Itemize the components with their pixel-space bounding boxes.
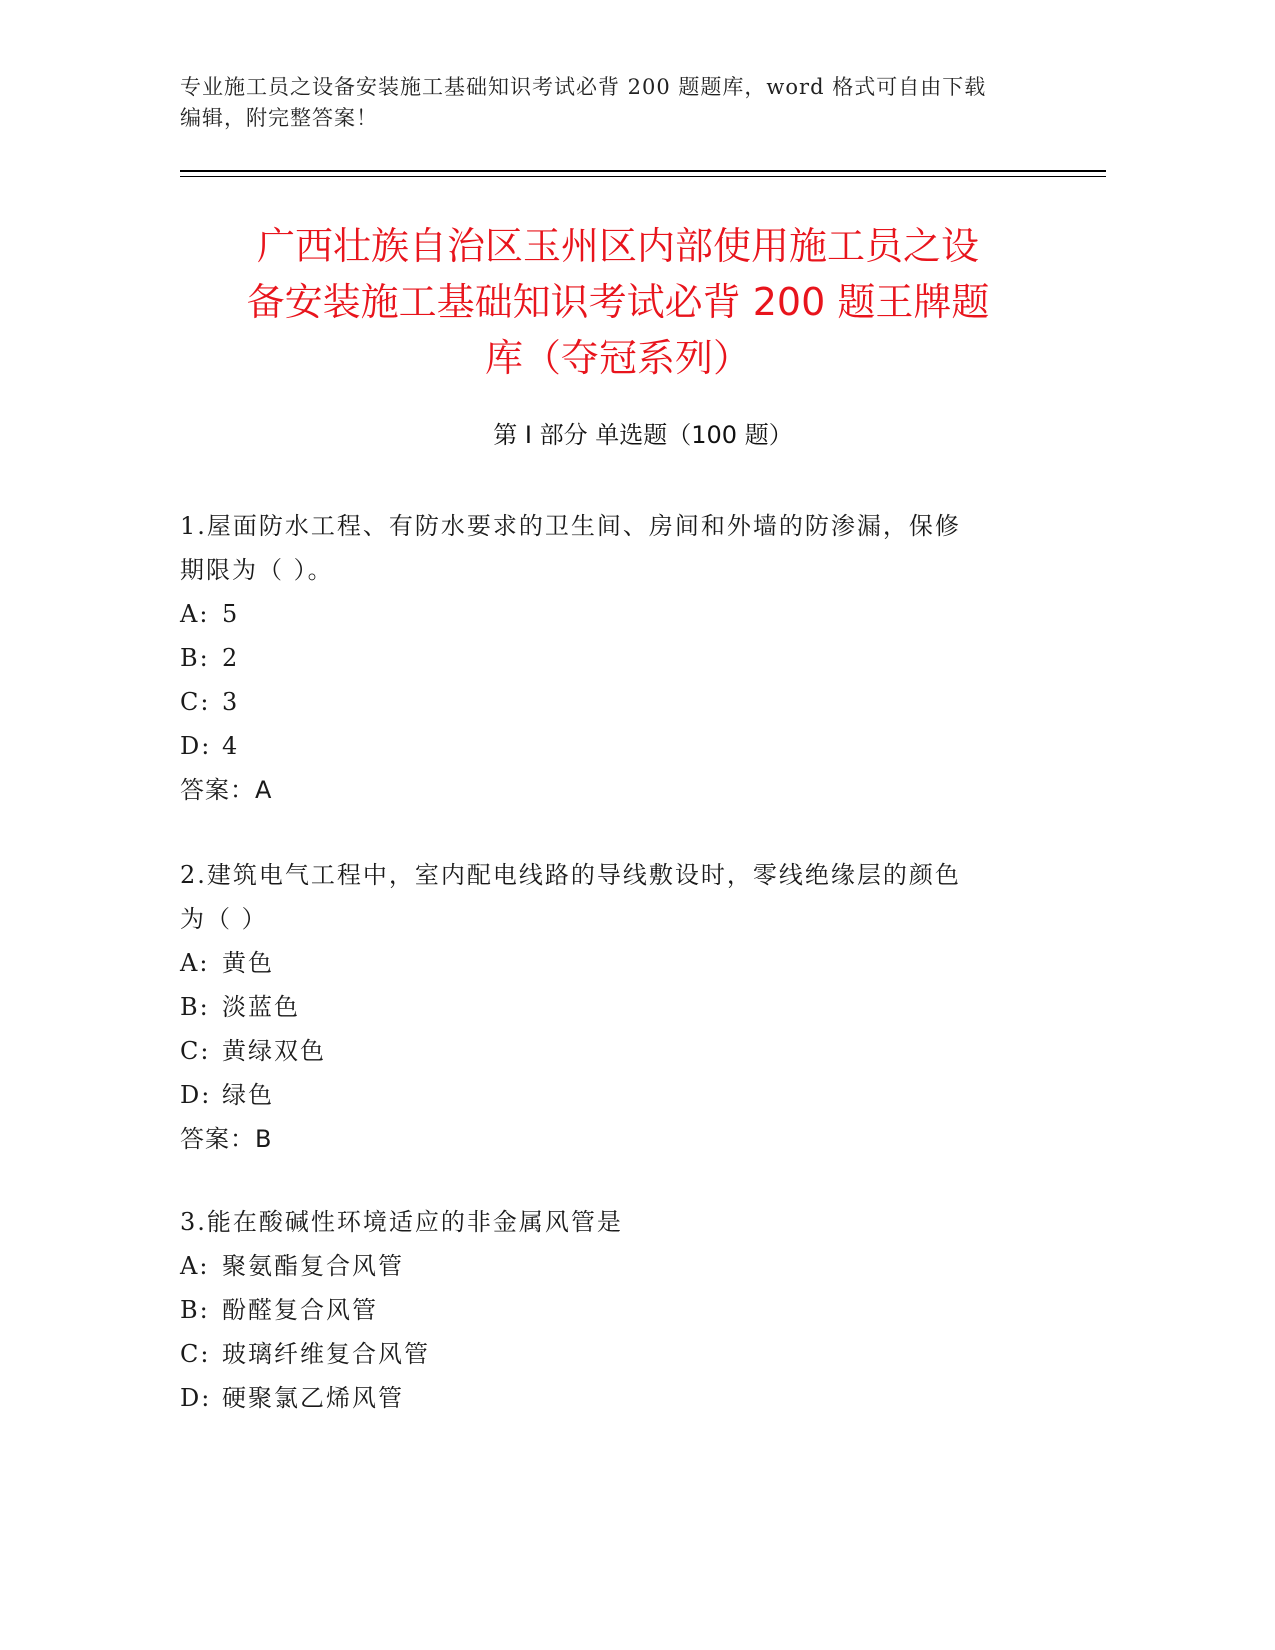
page-header — [180, 72, 1040, 134]
option-text: 酚醛复合风管 — [222, 1296, 378, 1324]
document-title — [150, 218, 1086, 386]
option-label: D: — [180, 732, 212, 760]
option-d — [180, 724, 1040, 768]
stem-line-1: 2.建筑电气工程中，室内配电线路的导线敷设时，零线绝缘层的颜色 — [180, 861, 961, 889]
option-text: 3 — [222, 688, 240, 716]
option-text: 玻璃纤维复合风管 — [222, 1340, 430, 1368]
stem-line-2: 为（ ） — [180, 905, 268, 933]
section-title: 第 I 部分 单选题（100 题） — [493, 421, 793, 449]
stem-line-1: 3.能在酸碱性环境适应的非金属风管是 — [180, 1208, 623, 1236]
option-label: B: — [180, 644, 210, 672]
option-text: 淡蓝色 — [222, 993, 300, 1021]
option-label: C: — [180, 1340, 211, 1368]
title-line-3: 库（夺冠系列） — [484, 336, 751, 380]
option-d — [180, 1073, 1040, 1117]
option-text: 绿色 — [222, 1081, 274, 1109]
answer: 答案：A — [180, 776, 273, 804]
option-a — [180, 592, 1040, 636]
option-a — [180, 1244, 1040, 1288]
option-label: C: — [180, 1037, 211, 1065]
option-d — [180, 1376, 1040, 1420]
question-stem — [180, 1200, 1040, 1244]
question-stem — [180, 504, 1040, 592]
option-text: 4 — [222, 732, 240, 760]
option-c — [180, 1029, 1040, 1073]
header-line-1: 专业施工员之设备安装施工基础知识考试必背 200 题题库，word 格式可自由下载 — [180, 75, 987, 99]
option-label: A: — [180, 600, 210, 628]
option-text: 黄色 — [222, 949, 274, 977]
option-label: D: — [180, 1384, 212, 1412]
question-1 — [180, 504, 1040, 812]
option-b — [180, 1288, 1040, 1332]
stem-line-2: 期限为（ ）。 — [180, 556, 334, 584]
option-c — [180, 680, 1040, 724]
title-line-2: 备安装施工基础知识考试必背 200 题王牌题 — [246, 280, 990, 324]
header-line-2: 编辑，附完整答案！ — [180, 106, 378, 130]
header-rule-thin — [180, 176, 1106, 177]
option-label: A: — [180, 949, 210, 977]
option-c — [180, 1332, 1040, 1376]
stem-line-1: 1.屋面防水工程、有防水要求的卫生间、房间和外墙的防渗漏，保修 — [180, 512, 961, 540]
option-text: 硬聚氯乙烯风管 — [222, 1384, 404, 1412]
question-2 — [180, 853, 1040, 1161]
option-text: 黄绿双色 — [222, 1037, 326, 1065]
option-label: C: — [180, 688, 211, 716]
option-text: 2 — [222, 644, 240, 672]
option-b — [180, 985, 1040, 1029]
title-line-1: 广西壮族自治区玉州区内部使用施工员之设 — [256, 224, 979, 268]
option-label: D: — [180, 1081, 212, 1109]
answer: 答案：B — [180, 1125, 273, 1153]
option-label: A: — [180, 1252, 210, 1280]
option-label: B: — [180, 993, 210, 1021]
header-rule-thick — [180, 170, 1106, 172]
question-stem — [180, 853, 1040, 941]
option-text: 聚氨酯复合风管 — [222, 1252, 404, 1280]
option-b — [180, 636, 1040, 680]
option-label: B: — [180, 1296, 210, 1324]
question-3 — [180, 1200, 1040, 1420]
option-a — [180, 941, 1040, 985]
option-text: 5 — [222, 600, 240, 628]
